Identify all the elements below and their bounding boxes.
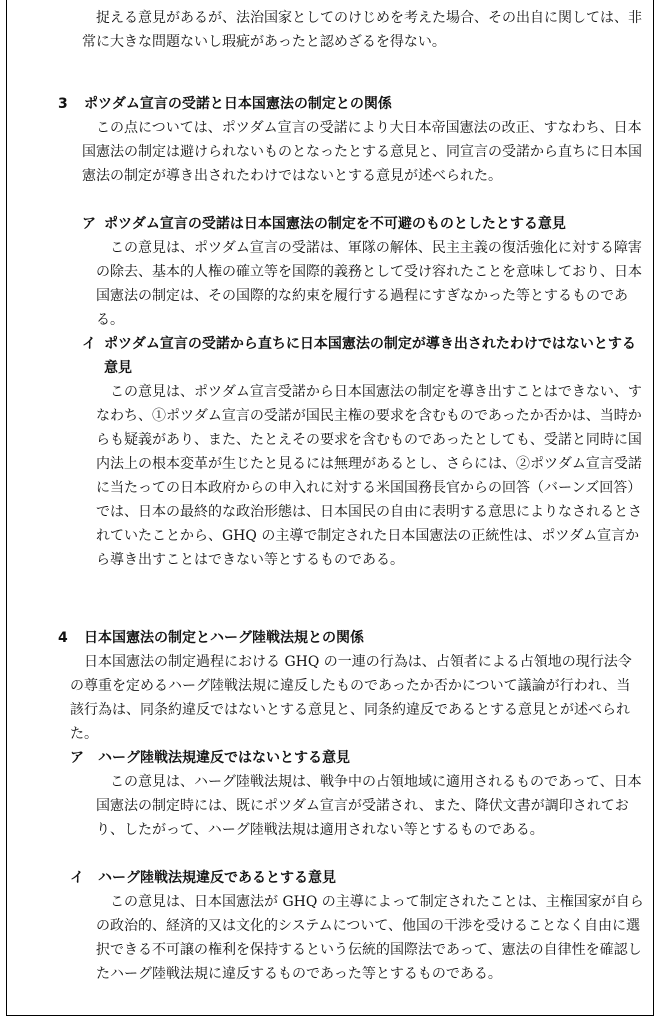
section-3-title: ポツダム宣言の受諾と日本国憲法の制定との関係 — [84, 96, 392, 112]
section-3a-body-text: この意見は、ポツダム宣言の受諾は、軍隊の解体、民主主義の復活強化に対する障害の除去、基本的人権の確立等を国際的義務として受け容れたことを意味しており、日本国憲法の制定は、その国際的な約束を履行する過程にすぎなかった等とするものである。 — [96, 240, 642, 328]
intro-text: 捉える意見があるが、法治国家としてのけじめを考えた場合、その出自に関しては、非常に大きな問題ないし瑕疵があったと認めざるを得ない。 — [82, 10, 642, 50]
section-3a-body — [96, 236, 644, 332]
section-4b-body — [96, 890, 644, 986]
section-4b-title: ハーグ陸戦法規違反であるとする意見 — [98, 870, 336, 886]
section-3b-heading — [82, 332, 648, 380]
section-3-number: 3 — [58, 96, 68, 112]
section-4b-heading — [70, 866, 648, 890]
section-4-body — [70, 650, 644, 746]
section-3b-marker: イ — [82, 336, 96, 352]
intro-paragraph — [82, 6, 644, 54]
section-3-heading — [58, 92, 648, 116]
section-4-number: 4 — [58, 630, 68, 646]
section-3b-body-text: この意見は、ポツダム宣言受諾から日本国憲法の制定を導き出すことはできない、すなわち、①ポツダム宣言の受諾が国民主権の要求を含むものであったか否かは、当時からも疑義があり、また、たとえその要求を含むものであったとしても、受諾と同時に国内法上の根本変革が生じたと見るには無理があるとし、さらには、②ポツダム宣言受諾に当たっての日本政府からの申入れに対する米国国務長官からの回答（バーンズ回答）では、日本の最終的な政治形態は、日本国民の自由に表明する意思によりなされるとされていたことから、GHQ の主導で制定された日本国憲法の正統性は、ポツダム宣言から導き出すことはできない等とするものである。 — [96, 384, 642, 568]
section-3a-heading — [82, 212, 648, 236]
section-3a-marker: ア — [82, 216, 96, 232]
section-4b-marker: イ — [70, 870, 84, 886]
section-3a-title: ポツダム宣言の受諾は日本国憲法の制定を不可避のものとしたとする意見 — [104, 216, 566, 232]
section-4-title: 日本国憲法の制定とハーグ陸戦法規との関係 — [84, 630, 364, 646]
section-4b-body-text: この意見は、日本国憲法が GHQ の主導によって制定されたことは、主権国家が自らの政治的、経済的又は文化的システムについて、他国の干渉を受けることなく自由に選択できる不可譲の権利を保持するという伝統的国際法であって、憲法の自律性を確認したハーグ陸戦法規に違反するものであった等とするものである。 — [96, 894, 644, 982]
section-3-body-text: この点については、ポツダム宣言の受諾により大日本帝国憲法の改正、すなわち、日本国憲法の制定は避けられないものとなったとする意見と、同宣言の受諾から直ちに日本国憲法の制定が導き出されたわけではないとする意見が述べられた。 — [82, 120, 642, 184]
section-3b-body — [96, 380, 644, 572]
section-4a-marker: ア — [70, 750, 84, 766]
section-4a-body — [96, 770, 644, 842]
section-4a-heading — [70, 746, 648, 770]
section-4-body-text: 日本国憲法の制定過程における GHQ の一連の行為は、占領者による占領地の現行法令の尊重を定めるハーグ陸戦法規に違反したものであったか否かについて議論が行われ、当該行為は、同条約違反ではないとする意見と、同条約違反であるとする意見とが述べられた。 — [70, 654, 632, 742]
section-4-heading — [58, 626, 648, 650]
section-4a-body-text: この意見は、ハーグ陸戦法規は、戦争中の占領地域に適用されるものであって、日本国憲法の制定時には、既にポツダム宣言が受諾され、また、降伏文書が調印されており、したがって、ハーグ陸戦法規は適用されない等とするものである。 — [96, 774, 642, 838]
section-4a-title: ハーグ陸戦法規違反ではないとする意見 — [98, 750, 350, 766]
section-3-body — [82, 116, 644, 188]
section-3b-title: ポツダム宣言の受諾から直ちに日本国憲法の制定が導き出されたわけではないとする意見 — [104, 336, 636, 376]
